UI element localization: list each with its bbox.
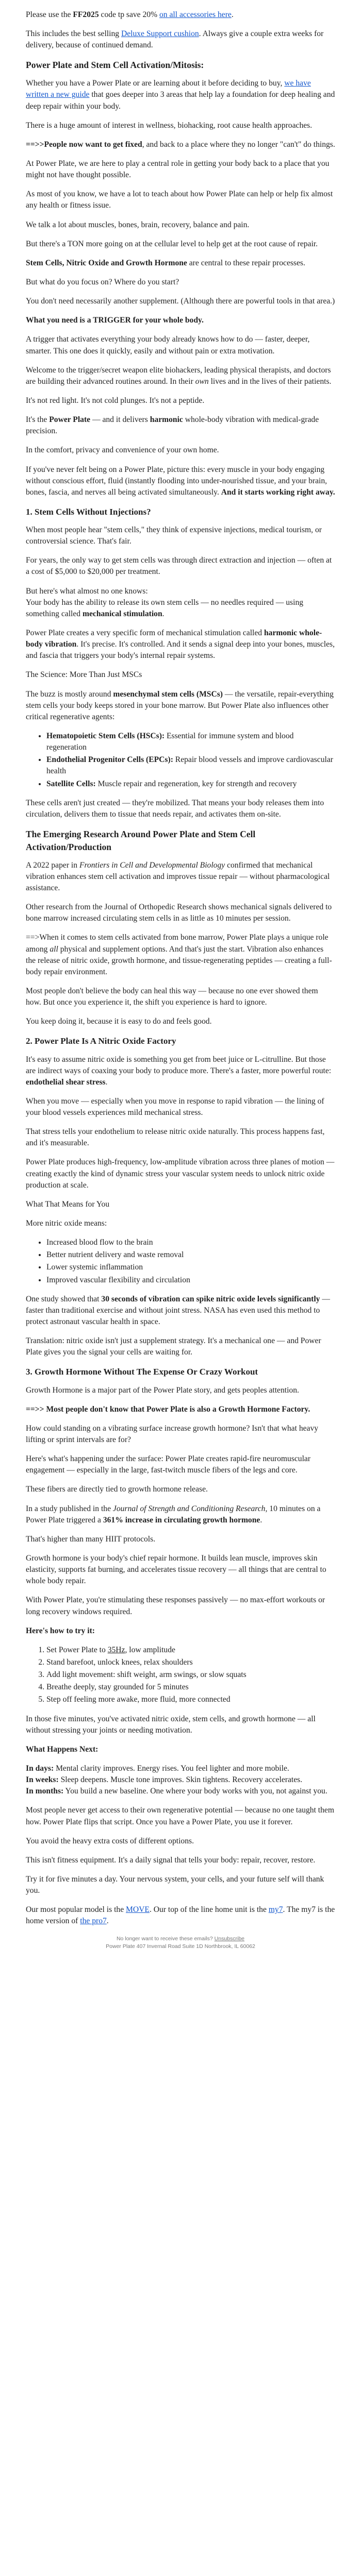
unsubscribe-link[interactable]: Unsubscribe [214, 1935, 245, 1942]
paragraph [26, 28, 335, 51]
text: . Our top of the line home unit is the [149, 1905, 269, 1914]
emphasis: own [195, 377, 209, 386]
emphasis: And it starts working right away. [221, 487, 335, 497]
text: are central to these repair processes. [187, 258, 305, 267]
paragraph [26, 1503, 335, 1526]
paragraph: You avoid the heavy extra costs of different options. [26, 1836, 194, 1845]
pro7-model-link[interactable]: the pro7 [80, 1917, 107, 1926]
paragraph: That's higher than many HIIT protocols. [26, 1534, 156, 1544]
paragraph: As most of you know, we have a lot to teach about how Power Plate can help or help fix almost any health or fitness issue. [26, 190, 333, 210]
text: . [106, 1917, 109, 1926]
deluxe-cushion-link[interactable]: Deluxe Support cushion [121, 29, 199, 39]
text: But here's what almost no one knows: [26, 586, 148, 596]
paragraph: Most people don't believe the body can heal this way — because no one ever showed them how. But once you experience it, the shift you experience is hard to ignore. [26, 986, 318, 1007]
text: confirmed that mechanical vibration enhances stem cell activation and improves tissue repair — without pharmacological assistance. [26, 860, 330, 892]
text: . [260, 1515, 262, 1524]
text: ==>When it comes to stem cells activated from bone marrow, Power Plate plays a unique role among [26, 933, 329, 954]
emphasis: 361% increase in circulating growth hormone [103, 1515, 260, 1524]
text: . [162, 609, 165, 618]
paragraph: For years, the only way to get stem cells was through direct extraction and injection — often at a cost of $5,000 to $20,000 per treatment. [26, 556, 332, 577]
term: In days: [26, 1764, 54, 1773]
paragraph: In the comfort, privacy and convenience of your own home. [26, 446, 219, 455]
emphasis: mesenchymal stem cells (MSCs) [113, 689, 223, 699]
paragraph: This isn't fitness equipment. It's a daily signal that tells your body: repair, recover, restore. [26, 1855, 316, 1865]
my7-model-link[interactable]: my7 [268, 1905, 283, 1914]
move-model-link[interactable]: MOVE [126, 1905, 150, 1914]
text: . The my7 is the home version of [26, 1905, 335, 1926]
paragraph: It's not red light. It's not cold plunges. It's not a peptide. [26, 396, 205, 405]
text: Essential for immune system and blood regeneration [46, 732, 294, 752]
emphasis: mechanical stimulation [83, 609, 162, 618]
paragraph: You don't need necessarily another supplement. (Although there are powerful tools in that area.) [26, 297, 335, 306]
text: . Always give a couple extra weeks for delivery, because of continued demand. [26, 29, 324, 50]
paragraph [26, 1744, 335, 1755]
paragraph [26, 258, 335, 269]
term: In months: [26, 1787, 64, 1796]
paragraph: That stress tells your endothelium to release nitric oxide naturally. This process happens fast, and it's measurable. [26, 1127, 325, 1148]
list-item [46, 754, 335, 777]
term: Hematopoietic Stem Cells (HSCs): [46, 732, 165, 741]
section-heading-research: The Emerging Research Around Power Plate and Stem Cell Activation/Production [26, 829, 256, 852]
emphasis: all [50, 944, 58, 954]
paragraph: Here's what's happening under the surface: Power Plate creates rapid-fire neuromuscular engagement — especially in the large, fast-twitch muscle fibers of the legs and core. [26, 1454, 311, 1475]
list-item: • Improved vascular flexibility and circulation [46, 1275, 335, 1286]
subheading: What That Means for You [26, 1199, 110, 1209]
how-to-steps-list [26, 1645, 335, 1706]
text: Whether you have a Power Plate or are learning about it before deciding to buy, [26, 79, 285, 88]
paragraph [26, 932, 335, 978]
paragraph [26, 1294, 335, 1328]
paragraph: When most people hear "stem cells," they think of expensive injections, medical tourism, or controversial science. That's fair. [26, 526, 322, 546]
paragraph [26, 414, 335, 437]
emphasis: Here's how to try it: [26, 1626, 95, 1635]
list-item: • Increased blood flow to the brain [46, 1237, 335, 1248]
text: Please use the [26, 10, 73, 19]
text: that goes deeper into 3 areas that help lay a foundation for deep healing and deep repair within your body. [26, 90, 335, 111]
text: A 2022 paper in [26, 860, 79, 870]
text: physical and supplement options. And that's just the start. Vibration also enhances the release of nitric oxide, growth hormone, and tissue-regenerating peptides — creating a full-body repair environment. [26, 944, 332, 976]
emphasis: Stem Cells, Nitric Oxide and Growth Hormone [26, 258, 187, 267]
paragraph: A trigger that activates everything your body already knows how to do — faster, deeper, smarter. This one does it quickly, easily and without pain or extra motivation. [26, 335, 310, 355]
list-item: 5. Step off feeling more awake, more fluid, more connected [46, 1694, 335, 1705]
text: Sleep deepens. Muscle tone improves. Skin tightens. Recovery accelerates. [58, 1775, 303, 1785]
text: . [231, 10, 234, 19]
paragraph [26, 689, 335, 723]
text: Welcome to the trigger/secret weapon elite biohackers, leading physical therapists, and doctors are building their advanced routines around. In their [26, 365, 331, 386]
text: whole-body vibration with medical-grade precision. [26, 415, 319, 436]
text: One study showed that [26, 1294, 102, 1303]
text: The buzz is mostly around [26, 689, 113, 699]
promo-code: FF2025 [73, 10, 99, 19]
text: , 10 minutes on a Power Plate triggered a [26, 1504, 321, 1524]
journal-name: Journal of Strength and Conditioning Research [112, 1504, 266, 1513]
text: . It's precise. It's controlled. And it sends a signal deep into your bones, muscles, and fascia that triggers your body's internal repair systems. [26, 640, 335, 660]
list-item: 2. Stand barefoot, unlock knees, relax shoulders [46, 1657, 335, 1668]
emphasis: ==>> Most people don't know that Power Plate is also a Growth Hormone Factory. [26, 1404, 310, 1414]
text: — and it delivers [90, 415, 150, 425]
promo-line [26, 9, 335, 21]
paragraph [26, 139, 335, 150]
list-item: • Lower systemic inflammation [46, 1262, 335, 1273]
paragraph: But what do you focus on? Where do you start? [26, 277, 179, 286]
paragraph [26, 315, 335, 326]
text: Repair blood vessels and improve cardiovascular health [46, 755, 333, 776]
paragraph [26, 586, 335, 620]
section-heading-stem-cells: 1. Stem Cells Without Injections? [26, 506, 151, 517]
text: If you've never felt being on a Power Plate, picture this: every muscle in your body engaging without conscious effort, fluid (instantly flooding into under-nourished tissue, and your brain, bones, fascia, and nerves all being activated simultaneously. [26, 465, 327, 497]
text: Mental clarity improves. Energy rises. You feel lighter and more mobile. [54, 1764, 289, 1773]
paragraph [26, 1625, 335, 1637]
list-item [46, 731, 335, 753]
text: — the versatile, repair-everything stem cells your body keeps stored in your bone marrow. But Power Plate also influences other critical regenerative agents: [26, 689, 334, 721]
text: , low amplitude [125, 1645, 175, 1654]
list-item [46, 1645, 335, 1656]
paragraph [26, 1404, 335, 1415]
paragraph: Most people never get access to their own regenerative potential — because no one taught them how. Power Plate flips that script. Once you have a Power Plate, you use it forever. [26, 1806, 334, 1826]
paragraph: Try it for five minutes a day. Your nervous system, your cells, and your future self will thank you. [26, 1874, 324, 1895]
paragraph: These fibers are directly tied to growth hormone release. [26, 1485, 208, 1494]
emphasis: 30 seconds of vibration can spike nitric oxide levels significantly [101, 1294, 320, 1303]
paragraph: When you move — especially when you move in response to rapid vibration — the lining of your blood vessels experiences mild mechanical stress. [26, 1096, 324, 1117]
subheading: The Science: More Than Just MSCs [26, 670, 142, 680]
term: In weeks: [26, 1775, 59, 1785]
emphasis: ==>>People now want to get fixed [26, 140, 142, 149]
email-body [26, 0, 335, 1958]
text: You build a new baseline. One where your body works with you, not against you. [63, 1787, 327, 1796]
paragraph: There is a huge amount of interest in wellness, biohacking, root cause health approaches. [26, 121, 313, 130]
list-item: 3. Add light movement: shift weight, arm swings, or slow squats [46, 1669, 335, 1681]
text: Power Plate creates a very specific form of mechanical stimulation called [26, 629, 264, 638]
journal-name: Frontiers in Cell and Developmental Biology [79, 860, 225, 870]
paragraph: You keep doing it, because it is easy to do and feels good. [26, 1017, 212, 1026]
guide-link[interactable]: we have written a new guide [26, 79, 311, 99]
accessories-link[interactable]: on all accessories here [159, 10, 232, 19]
emphasis: What Happens Next: [26, 1744, 99, 1754]
list-item: 4. Breathe deeply, stay grounded for 5 minutes [46, 1682, 335, 1693]
emphasis: endothelial shear stress [26, 1077, 106, 1087]
paragraph: More nitric oxide means: [26, 1219, 107, 1228]
paragraph: But there's a TON more going on at the cellular level to help get at the root cause of repair. [26, 239, 318, 248]
text: It's the [26, 415, 50, 425]
text: . [105, 1077, 108, 1087]
emphasis: harmonic whole-body vibration [26, 629, 322, 649]
paragraph: Translation: nitric oxide isn't just a supplement strategy. It's a mechanical one — and Power Plate gives you the signal your cells are waiting for. [26, 1336, 321, 1357]
section-heading-nitric-oxide: 2. Power Plate Is A Nitric Oxide Factory [26, 1036, 176, 1046]
paragraph: These cells aren't just created — they're mobilized. That means your body releases them into circulation, delivers them to tissue that needs repair, and activates them on-site. [26, 798, 324, 819]
paragraph: In those five minutes, you've activated nitric oxide, stem cells, and growth hormone — all without stressing your joints or needing motivation. [26, 1714, 316, 1735]
section-heading-growth-hormone: 3. Growth Hormone Without The Expense Or Crazy Workout [26, 1367, 258, 1377]
text: — faster than traditional exercise and without joint stress. NASA has even used this method to protect astronaut vascular health in space. [26, 1294, 330, 1327]
text: It's easy to assume nitric oxide is something you get from beet juice or L-citrulline. But those are indirect ways of coaxing your body to produce more. There's a faster, more powerful route: [26, 1055, 332, 1075]
paragraph [26, 1054, 335, 1088]
text: code tp save 20% [99, 10, 159, 19]
text: In a study published in the [26, 1504, 113, 1513]
unsubscribe-line [26, 1935, 335, 1943]
paragraph: Power Plate produces high-frequency, low-amplitude vibration across three planes of motion — creating exactly the kind of dynamic stress your vascular system needs to unlock nitric oxide production at scale. [26, 1158, 335, 1190]
paragraph [26, 78, 335, 112]
frequency-value: 35Hz [107, 1645, 125, 1654]
text: Set Power Plate to [46, 1645, 108, 1654]
paragraph: We talk a lot about muscles, bones, brain, recovery, balance and pain. [26, 220, 250, 229]
text: , and back to a place where they no longer "can't" do things. [142, 140, 335, 149]
term: Satellite Cells: [46, 779, 96, 788]
list-item [46, 778, 335, 790]
nitric-oxide-benefits-list [26, 1237, 335, 1286]
emphasis: Power Plate [49, 415, 91, 425]
paragraph [26, 860, 335, 894]
paragraph: Other research from the Journal of Orthopedic Research shows mechanical signals delivered to bone marrow increased circulating stem cells in as little as 10 minutes per session. [26, 903, 332, 923]
term: Endothelial Progenitor Cells (EPCs): [46, 755, 173, 765]
email-footer [26, 1935, 335, 1951]
timeline [26, 1763, 335, 1797]
text: This includes the best selling [26, 29, 121, 39]
paragraph [26, 1904, 335, 1927]
main-heading: Power Plate and Stem Cell Activation/Mitosis: [26, 60, 204, 71]
text: Your body has the ability to release its own stem cells — no needles required — using something called [26, 598, 304, 618]
regenerative-agents-list [26, 731, 335, 790]
paragraph: How could standing on a vibrating surface increase growth hormone? Isn't that what heavy lifting or sprint intervals are for? [26, 1423, 319, 1444]
paragraph: With Power Plate, you're stimulating these responses passively — no max-effort workouts or long recovery windows required. [26, 1596, 325, 1616]
paragraph: Growth hormone is your body's chief repair hormone. It builds lean muscle, improves skin elasticity, supports fat burning, and accelerates tissue recovery — all things that are central to whole body repair. [26, 1553, 326, 1586]
text: Our most popular model is the [26, 1905, 126, 1914]
paragraph: At Power Plate, we are here to play a central role in getting your body back to a place that you might not have thought possible. [26, 159, 330, 180]
paragraph: Growth Hormone is a major part of the Power Plate story, and gets peoples attention. [26, 1385, 299, 1395]
company-address: Power Plate 407 Invernal Road Suite 1D Northbrook, IL 60062 [106, 1943, 255, 1950]
paragraph [26, 628, 335, 662]
emphasis: harmonic [150, 415, 183, 425]
text: No longer want to receive these emails? [116, 1935, 215, 1942]
text: lives and in the lives of their patients. [208, 377, 332, 386]
emphasis: What you need is a TRIGGER for your whole body. [26, 316, 204, 325]
text: Muscle repair and regeneration, key for strength and recovery [95, 779, 297, 788]
paragraph [26, 365, 335, 387]
list-item: • Better nutrient delivery and waste removal [46, 1249, 335, 1261]
paragraph [26, 464, 335, 498]
